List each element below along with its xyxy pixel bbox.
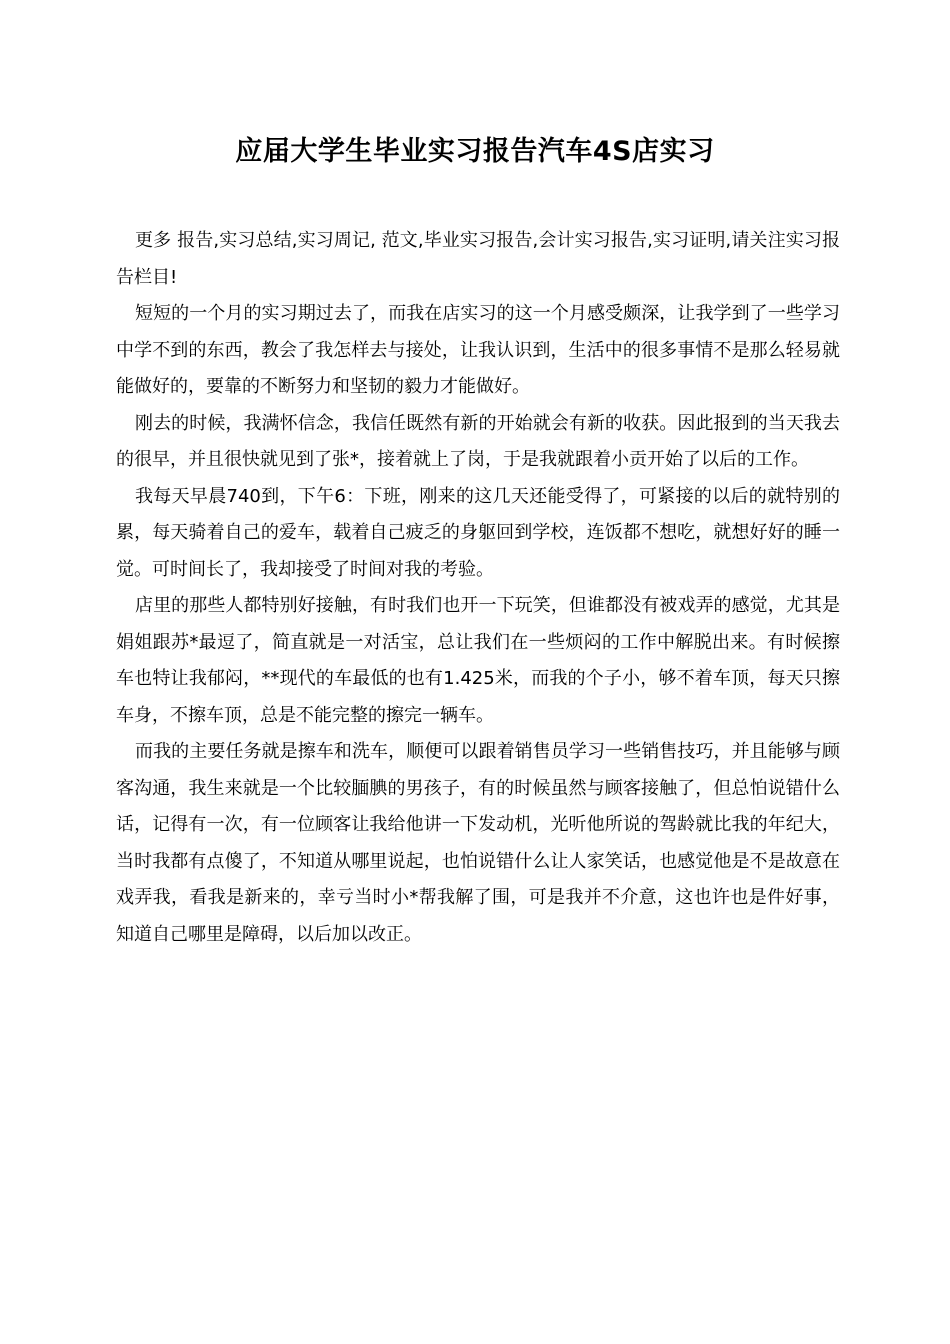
document-title: 应届大学生毕业实习报告汽车4S店实习 xyxy=(235,136,715,167)
paragraph-1: 短短的一个月的实习期过去了，而我在店实习的这一个月感受颇深，让我学到了一些学习中学不到的东西，教会了我怎样去与接处，让我认识到，生活中的很多事情不是那么轻易就能做好的，要靠的不断努力和坚韧的毅力才能做好。 xyxy=(116,303,840,397)
paragraph-5: 而我的主要任务就是擦车和洗车，顺便可以跟着销售员学习一些销售技巧，并且能够与顾客沟通，我生来就是一个比较腼腆的男孩子，有的时候虽然与顾客接触了，但总怕说错什么话，记得有一次，有一位顾客让我给他讲一下发动机，光听他所说的驾龄就比我的年纪大，当时我都有点傻了，不知道从哪里说起，也怕说错什么让人家笑话，也感觉他是不是故意在戏弄我，看我是新来的，幸亏当时小*帮我解了围，可是我并不介意，这也许也是件好事，知道自己哪里是障碍，以后加以改正。 xyxy=(116,741,840,945)
paragraph-2: 刚去的时候，我满怀信念，我信任既然有新的开始就会有新的收获。因此报到的当天我去的很早，并且很快就见到了张*，接着就上了岗，于是我就跟着小贡开始了以后的工作。 xyxy=(116,412,840,470)
paragraph-intro: 更多 报告,实习总结,实习周记, 范文,毕业实习报告,会计实习报告,实习证明,请关注实习报告栏目! xyxy=(116,230,840,288)
paragraph-4: 店里的那些人都特别好接触，有时我们也开一下玩笑，但谁都没有被戏弄的感觉，尤其是娟姐跟苏*最逗了，简直就是一对活宝，总让我们在一些烦闷的工作中解脱出来。有时候擦车也特让我郁闷，**现代的车最低的也有1.425米，而我的个子小，够不着车顶，每天只擦车身，不擦车顶，总是不能完整的擦完一辆车。 xyxy=(116,595,840,726)
paragraph-3: 我每天早晨740到，下午6：下班，刚来的这几天还能受得了，可紧接的以后的就特别的累，每天骑着自己的爱车，载着自己疲乏的身躯回到学校，连饭都不想吃，就想好好的睡一觉。可时间长了，我却接受了时间对我的考验。 xyxy=(116,485,840,580)
document-body xyxy=(116,223,840,953)
